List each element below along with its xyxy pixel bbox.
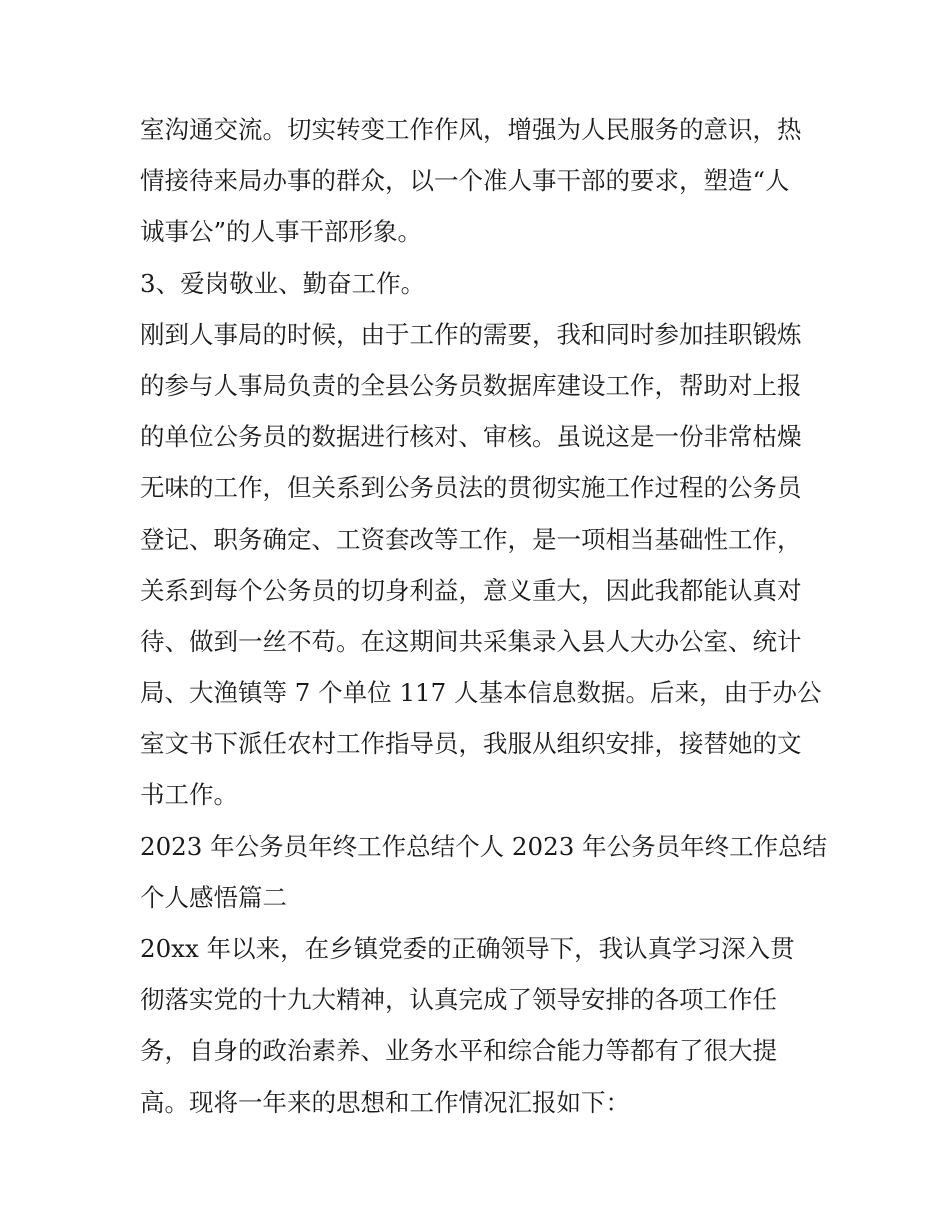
- text-line: 室文书下派任农村工作指导员，我服从组织安排，接替她的文: [140, 729, 802, 759]
- text-line: 无味的工作，但关系到公务员法的贯彻实施工作过程的公务员: [140, 473, 802, 503]
- text-line: 室沟通交流。切实转变工作作风，增强为人民服务的意识，热: [140, 115, 802, 144]
- document-body: [140, 104, 828, 1128]
- text-line: 务，自身的政治素养、业务水平和综合能力等都有了很大提: [140, 1036, 777, 1066]
- text-line: 诚事公”的人事干部形象。: [140, 217, 423, 247]
- text-line: 书工作。: [140, 780, 238, 810]
- text-line: 的参与人事局负责的全县公务员数据库建设工作，帮助对上报: [140, 370, 802, 400]
- text-line: 待、做到一丝不苟。在这期间共采集录入县人大办公室、统计: [140, 626, 802, 656]
- article-title-line: 个人感悟篇二: [140, 882, 287, 912]
- section-heading: 3、爱岗敬业、勤奋工作。: [140, 268, 426, 298]
- text-line: 20xx 年以来，在乡镇党委的正确领导下，我认真学习深入贯: [140, 934, 795, 963]
- text-line: 的单位公务员的数据进行核对、审核。虽说这是一份非常枯燥: [140, 422, 802, 452]
- text-line: 登记、职务确定、工资套改等工作，是一项相当基础性工作，: [140, 524, 802, 554]
- text-line: 局、大渔镇等 7 个单位 117 人基本信息数据。后来，由于办公: [140, 678, 822, 708]
- text-line: 情接待来局办事的群众，以一个准人事干部的要求，塑造“人: [140, 166, 790, 196]
- text-line: 彻落实党的十九大精神，认真完成了领导安排的各项工作任: [140, 985, 777, 1015]
- text-line: 高。现将一年来的思想和工作情况汇报如下：: [140, 1087, 630, 1117]
- text-line: 关系到每个公务员的切身利益，意义重大，因此我都能认真对: [140, 575, 802, 605]
- text-line: 刚到人事局的时候，由于工作的需要，我和同时参加挂职锻炼: [140, 319, 802, 349]
- article-title-line: 2023 年公务员年终工作总结个人 2023 年公务员年终工作总结: [140, 831, 828, 861]
